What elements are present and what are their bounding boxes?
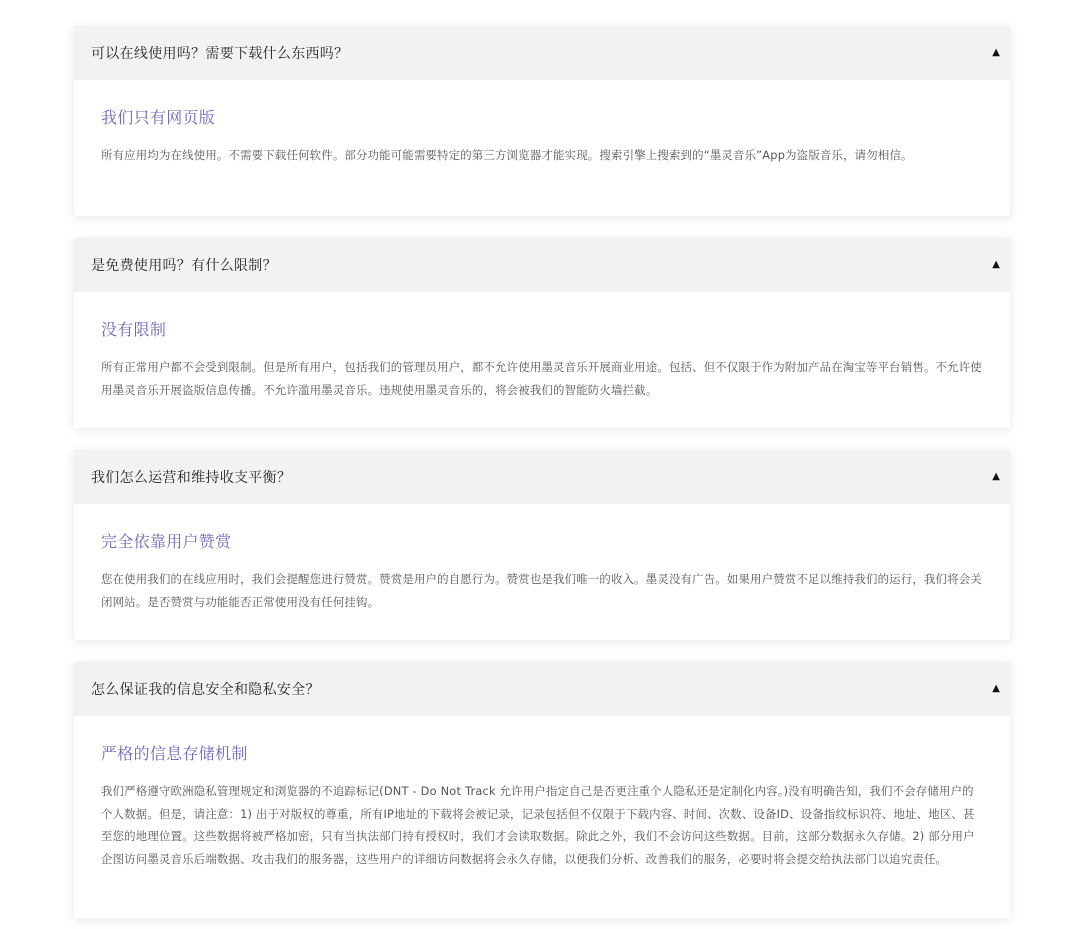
faq-item-operations	[74, 450, 1010, 640]
faq-answer-title: 我们只有网页版	[101, 108, 216, 127]
faq-item-privacy	[74, 662, 1010, 918]
faq-header-operations[interactable]	[74, 450, 1010, 504]
faq-item-online-usage	[74, 26, 1010, 216]
collapse-triangle-icon[interactable]: ▲	[992, 683, 1000, 694]
faq-answer-panel	[74, 504, 1010, 613]
faq-answer-text: 所有应用均为在线使用。不需要下载任何软件。部分功能可能需要特定的第三方浏览器才能实现。搜索引擎上搜索到的“墨灵音乐”App为盗版音乐，请勿相信。	[101, 148, 913, 162]
faq-answer-text: 我们严格遵守欧洲隐私管理规定和浏览器的不追踪标记(DNT - Do Not Track 允许用户指定自己是否更注重个人隐私还是定制化内容。)没有明确告知，我们不会存储用户的个人数据。但是，请注意：1) 出于对版权的尊重，所有IP地址的下载将会被记录，记录包括但不仅限于下载内容、时间、次数、设备ID、设备指纹标识符、地址、地区、甚至您的地理位置。这些数据将被严格加密，只有当执法部门持有授权时，我们才会读取数据。除此之外，我们不会访问这些数据。目前，这部分数据永久存储。2) 部分用户企图访问墨灵音乐后端数据、攻击我们的服务器，这些用户的详细访问数据将会永久存储，以便我们分析、改善我们的服务，必要时将会提交给执法部门以追究责任。	[101, 784, 975, 866]
faq-question: 我们怎么运营和维持收支平衡？	[91, 470, 292, 486]
faq-answer-panel	[74, 292, 1010, 401]
faq-header-online-usage[interactable]	[74, 26, 1010, 80]
faq-answer-title: 严格的信息存储机制	[101, 744, 248, 763]
faq-answer-title: 完全依靠用户赞赏	[101, 532, 232, 551]
faq-header-privacy[interactable]	[74, 662, 1010, 716]
faq-question: 怎么保证我的信息安全和隐私安全？	[91, 682, 320, 698]
faq-question: 可以在线使用吗？需要下载什么东西吗？	[91, 46, 349, 62]
collapse-triangle-icon[interactable]: ▲	[992, 47, 1000, 58]
faq-answer-text: 所有正常用户都不会受到限制。但是所有用户，包括我们的管理员用户，都不允许使用墨灵音乐开展商业用途。包括、但不仅限于作为附加产品在淘宝等平台销售。不允许使用墨灵音乐开展盗版信息传播。不允许滥用墨灵音乐。违规使用墨灵音乐的，将会被我们的智能防火墙拦截。	[101, 360, 982, 397]
faq-item-free-usage	[74, 238, 1010, 428]
faq-answer-text: 您在使用我们的在线应用时，我们会提醒您进行赞赏。赞赏是用户的自愿行为。赞赏也是我们唯一的收入。墨灵没有广告。如果用户赞赏不足以维持我们的运行，我们将会关闭网站。是否赞赏与功能能否正常使用没有任何挂钩。	[101, 572, 982, 609]
collapse-triangle-icon[interactable]: ▲	[992, 471, 1000, 482]
faq-answer-panel	[74, 80, 1010, 167]
faq-question: 是免费使用吗？有什么限制？	[91, 258, 277, 274]
collapse-triangle-icon[interactable]: ▲	[992, 259, 1000, 270]
faq-answer-title: 没有限制	[101, 320, 167, 339]
faq-header-free-usage[interactable]	[74, 238, 1010, 292]
faq-answer-panel	[74, 716, 1010, 870]
